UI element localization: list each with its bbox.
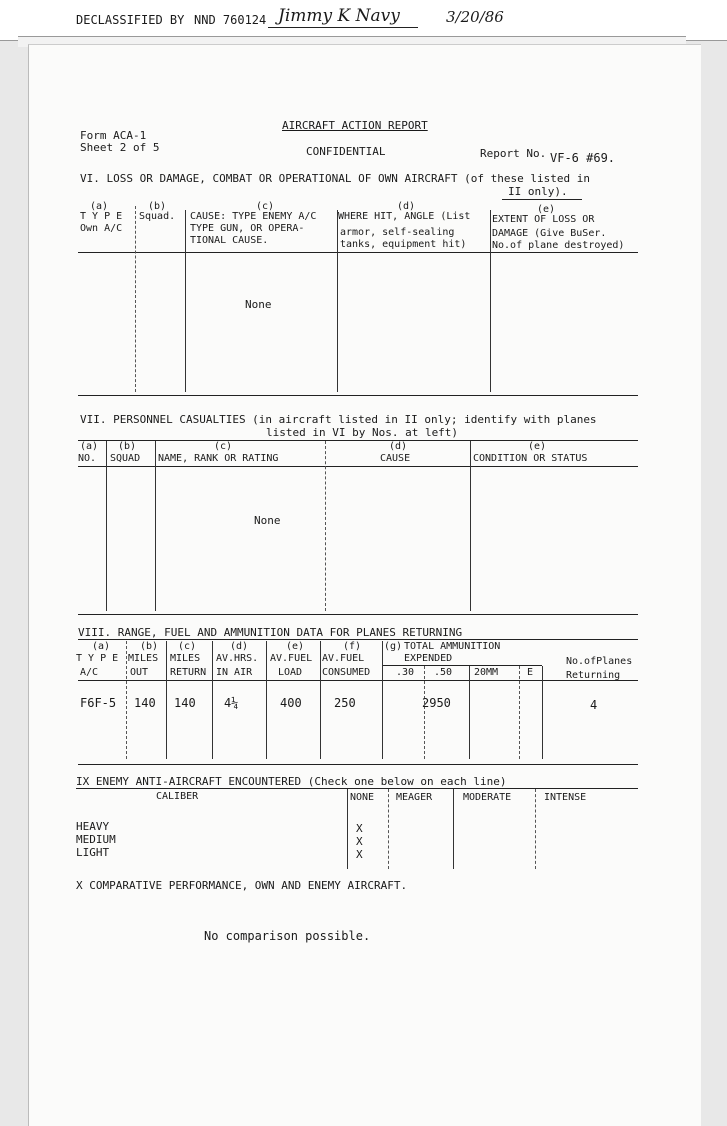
s9-row-mark: X [356,835,363,848]
s9-col-label: MEAGER [396,792,433,803]
s7-header-rule [78,466,638,467]
s8-col-letter: (e) [286,641,305,652]
s8-col-letter: (f) [343,641,362,652]
s10-entry: No comparison possible. [204,929,371,943]
section6-heading-cont: II only). [508,185,568,198]
s8-col-label: OUT [130,667,149,678]
s9-row-caliber: HEAVY [76,820,110,833]
section8-heading: VIII. RANGE, FUEL AND AMMUNITION DATA FOR PLANES RETURNING [78,626,463,639]
s6-col-label: WHERE HIT, ANGLE (List [338,211,471,222]
section7-heading: VII. PERSONNEL CASUALTIES (in aircraft listed in II only; identify with planes [80,413,597,426]
s6-col-label: tanks, equipment hit) [340,239,467,250]
s7-col-letter: (d) [389,441,408,452]
s6-col-letter: (e) [537,204,556,215]
s8-col-letter: (a) [92,641,111,652]
s6-col-label: Squad. [139,211,176,222]
s6-col-letter: (a) [90,201,109,212]
s6-col-label: CAUSE: TYPE ENEMY A/C [190,211,317,222]
s8-col-label: MILES [170,653,201,664]
s8-row-fuel-load: 400 [280,696,302,710]
s8-col-label: AV.FUEL [270,653,313,664]
s7-col-label: CAUSE [380,453,411,464]
s8-row-type: F6F-5 [80,696,117,710]
s6-col-label: TIONAL CAUSE. [190,235,269,246]
s9-row-mark: X [356,848,363,861]
s8-bottom-rule [78,764,638,765]
report-title: AIRCRAFT ACTION REPORT [282,119,428,132]
s7-col-letter: (e) [528,441,547,452]
s7-col-letter: (b) [118,441,137,452]
s6-header-rule [78,252,638,253]
s8-col-label: RETURN [170,667,207,678]
s9-row-mark: X [356,822,363,835]
s6-entry: None [245,298,272,311]
s8-ammo-col: .30 [396,667,415,678]
s8-row-miles-out: 140 [134,696,156,710]
s9-row-caliber: MEDIUM [76,833,116,846]
sheet-number: Sheet 2 of 5 [80,141,160,154]
s6-col-label: T Y P E [80,211,123,222]
s8-col-label: IN AIR [216,667,253,678]
s6-col-label: Own A/C [80,223,123,234]
report-page [28,44,701,1126]
s8-ammo-col: .50 [434,667,453,678]
s8-row-ammo-50: 2950 [422,696,451,710]
s9-row-caliber: LIGHT [76,846,110,859]
s6-col-label: EXTENT OF LOSS OR [492,214,595,225]
s8-ammo-col: E [527,667,534,678]
s8-col-label: AV.HRS. [216,653,259,664]
s8-ammo-subtitle: EXPENDED [404,653,453,664]
s6-col-label: armor, self-sealing [340,227,455,238]
s8-ammo-letter: (g) [384,641,403,652]
s8-returning-label: Returning [566,670,621,681]
s8-col-letter: (b) [140,641,159,652]
s7-col-letter: (a) [80,441,99,452]
section7-heading-cont: listed in VI by Nos. at left) [266,426,459,439]
s6-col-letter: (d) [397,201,416,212]
s7-col-letter: (c) [214,441,233,452]
signature-line [268,27,418,28]
s8-col-letter: (d) [230,641,249,652]
section6-heading: VI. LOSS OR DAMAGE, COMBAT OR OPERATIONAL OF OWN AIRCRAFT (of these listed in [80,172,590,185]
section10-heading: X COMPARATIVE PERFORMANCE, OWN AND ENEMY AIRCRAFT. [76,879,408,892]
s9-col-label: MODERATE [463,792,512,803]
s6-col-letter: (c) [256,201,275,212]
s8-row-hours: 4¼ [224,696,239,710]
form-number: Form ACA-1 [80,129,147,142]
s8-col-label: CONSUMED [322,667,371,678]
s8-col-label: AV.FUEL [322,653,365,664]
s8-row-miles-return: 140 [174,696,196,710]
s8-col-letter: (c) [178,641,197,652]
s8-row-fuel-consumed: 250 [334,696,356,710]
s6-col-label: No.of plane destroyed) [492,240,625,251]
s7-col-label: CONDITION OR STATUS [473,453,588,464]
declassified-label: DECLASSIFIED BY [76,13,185,27]
s6-col-label: TYPE GUN, OR OPERA- [190,223,305,234]
classification: CONFIDENTIAL [306,145,386,158]
s8-col-label: MILES [128,653,159,664]
s9-col-label: INTENSE [544,792,587,803]
s6-bottom-rule [78,395,638,396]
s8-ammo-col: 20MM [474,667,499,678]
s7-col-label: NO. [78,453,97,464]
s8-row-returning: 4 [590,698,598,712]
s9-col-label: CALIBER [156,791,199,802]
s7-entry: None [254,514,281,527]
s8-header-rule [78,680,638,681]
report-number-label: Report No. [480,147,547,160]
s9-col-label: NONE [350,792,375,803]
s7-bottom-rule [78,614,638,615]
s6-col-label: DAMAGE (Give BuSer. [492,228,607,239]
declassified-signature: Jimmy K Navy [278,6,400,26]
section9-heading: IX ENEMY ANTI-AIRCRAFT ENCOUNTERED (Check one below on each line) [76,775,507,788]
s7-col-label: NAME, RANK OR RATING [158,453,279,464]
s8-col-label: A/C [80,667,99,678]
declassified-date: 3/20/86 [446,8,504,26]
s8-col-label: LOAD [278,667,303,678]
s8-col-label: T Y P E [76,653,119,664]
s8-ammo-title: TOTAL AMMUNITION [404,641,501,652]
report-number: VF-6 #69. [550,151,616,165]
s6-col-letter: (b) [148,201,167,212]
s8-returning-label: No.ofPlanes [566,656,633,667]
s7-col-label: SQUAD [110,453,141,464]
declassified-authority: NND 760124 [194,13,267,27]
declassification-strip [0,0,727,41]
